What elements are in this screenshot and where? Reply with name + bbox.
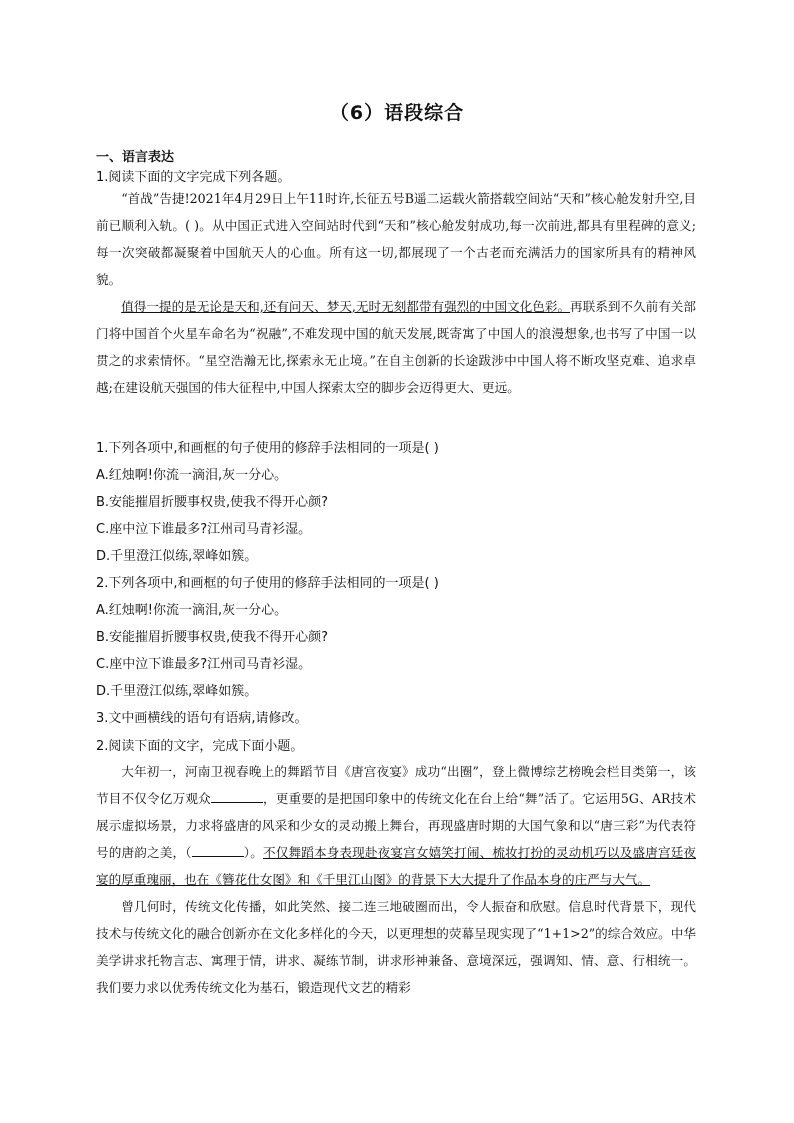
subquestion-3: 3.文中画横线的语句有语病,请修改。 [96,711,308,726]
passage-2-paragraph-1 [96,758,696,893]
passage-2-paragraph-2: 曾几何时，传统文化传播，如此笑然、接二连三地破圈而出，令人振奋和欣慰。信息时代背景下，现代技术与传统文化的融合创新亦在文化多样化的今天，以更理想的荧幕呈现实现了“1+1>2”的综合效应。中华美学讲求托物言志、寓理于情，讲求、凝练节制，讲求形神兼备、意境深远，强调知、情、意、行相统一。我们要力求以优秀传统文化为基石，锻造现代文艺的精彩 [96,899,696,995]
passage-1-paragraph-1: “首战”告捷!2021年4月29日上午11时许,长征五号B遥二运载火箭搭载空间站“天和”核心舱发射升空,目前已顺利入轨。( )。从中国正式进入空间站时代到“天和”核心舱发射成功,每一次前进,都具有里程碑的意义;每一次突破都凝聚着中国航天人的心血。所有这一切,都展现了一个古老而充满活力的国家所具有的精神风貌。 [96,191,696,287]
question-1-intro: 1.阅读下面的文字完成下列各题。 [96,170,291,185]
subquestion-2-option-b: B.安能摧眉折腰事权贵,使我不得开心颜? [96,630,329,645]
passage-1 [96,185,696,401]
subquestion-2-option-d: D.千里澄江似练,翠峰如簇。 [96,684,258,699]
passage-2 [96,758,696,1001]
p3-part-c: ）。 [243,845,263,860]
subquestion-1-option-b: B.安能摧眉折腰事权贵,使我不得开心颜? [96,495,329,510]
question-2-intro: 2.阅读下面的文字，完成下面小题。 [96,739,304,754]
underlined-sentence-2: 不仅舞蹈本身表现赴夜宴宫女嬉笑打闹、梳妆打扮的灵动机巧以及盛唐宫廷夜宴的厚重瑰丽，也在《簪花仕女图》和《千里江山图》的背景下大大提升了作品本身的庄严与大气。 [96,845,697,887]
subquestion-1-option-c: C.座中泣下谁最多?江州司马青衫湿。 [96,522,312,537]
section-heading: 一、语言表达 [96,150,175,165]
subquestion-2-option-c: C.座中泣下谁最多?江州司马青衫湿。 [96,657,312,672]
answer-blank-1[interactable] [211,790,263,803]
subquestion-2-option-a: A.红烛啊!你流一滴泪,灰一分心。 [96,603,288,618]
p3-part-b: ，更重要的是把国印象中的传统文化在台上给“舞”活了。它运用5G、AR技术展示虚拟场景，力求将盛唐的风采和少女的灵动搬上舞台，再现盛唐时期的大国气象和以“唐三彩”为代表符号的唐韵之美，（ [96,791,696,860]
p3-part-a: 大年初一，河南卫视春晚上的舞蹈节目《唐宫夜宴》成功“出圈”，登上微博综艺榜晚会栏目类第一，该节目不仅令亿万观众 [96,764,696,806]
subquestion-1-option-d: D.千里澄江似练,翠峰如簇。 [96,549,258,564]
page-title: （6）语段综合 [329,102,465,124]
answer-blank-2[interactable] [192,844,244,857]
subquestion-1-option-a: A.红烛啊!你流一滴泪,灰一分心。 [96,468,288,483]
passage-1-paragraph-2 [96,293,696,401]
paragraph-2-rest: 再联系到不久前有关部门将中国首个火星车命名为“祝融”,不难发现中国的航天发展,既寄寓了中国人的浪漫想象,也书写了中国一以贯之的求索情怀。“星空浩瀚无比,探索永无止境。”在自主创新的长途跋涉中中国人将不断攻坚克难、追求卓越;在建设航天强国的伟大征程中,中国人探索太空的脚步会迈得更大、更远。 [96,299,696,395]
subquestion-1-stem: 1.下列各项中,和画框的句子使用的修辞手法相同的一项是( ) [96,441,439,456]
subquestion-2-stem: 2.下列各项中,和画框的句子使用的修辞手法相同的一项是( ) [96,576,439,591]
underlined-sentence: 值得一提的是无论是天和,还有问天、梦天,无时无刻都带有强烈的中国文化色彩。 [121,299,571,314]
